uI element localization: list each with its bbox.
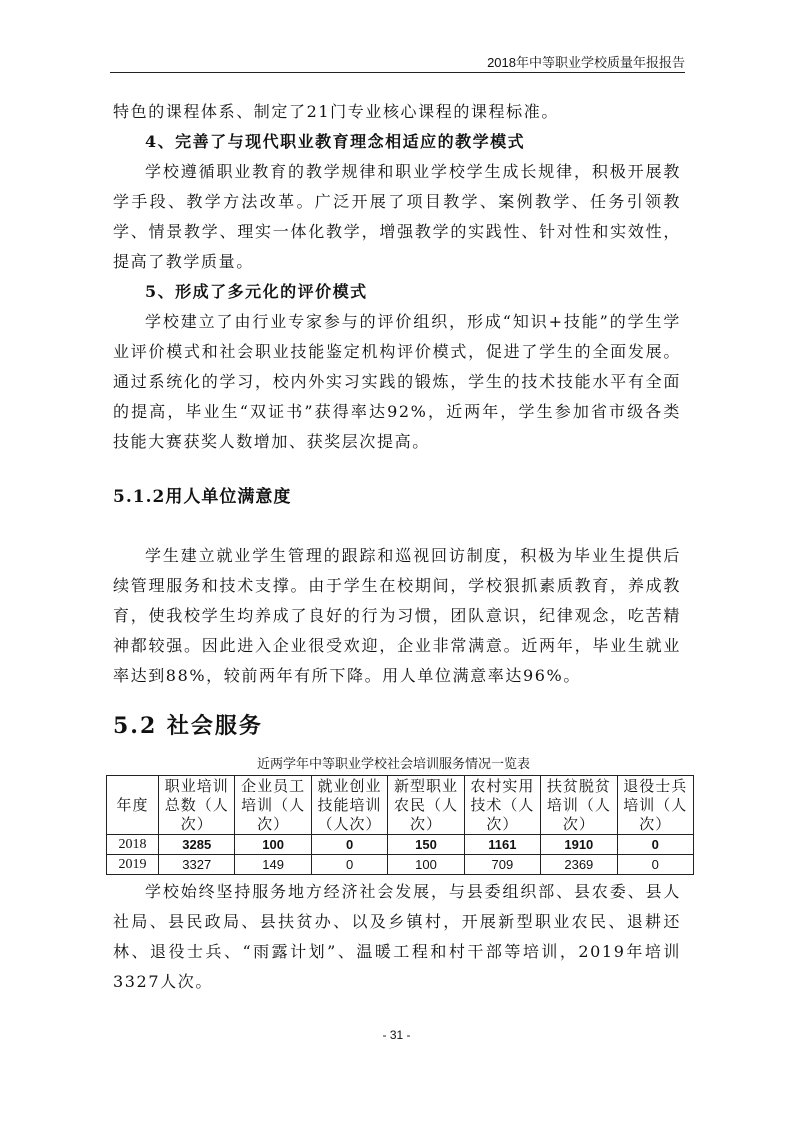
table-caption: 近两学年中等职业学校社会培训服务情况一览表	[256, 756, 530, 771]
table-cell: 150	[388, 835, 464, 855]
section-heading-employer-satisfaction: 5.1.2用人单位满意度	[113, 487, 292, 507]
table-row	[107, 835, 694, 855]
table-cell: 2369	[541, 855, 617, 875]
header-cell-employment: 就业创业技能培训（人次）	[311, 776, 387, 835]
paragraph-evaluation-mode: 学校建立了由行业专家参与的评价组织，形成“知识+技能”的学生学业评价模式和社会职业技能鉴定机构评价模式，促进了学生的全面发展。通过系统化的学习，校内外实习实践的锻炼，学生的技术技能水平有全面的提高，毕业生“双证书”获得率达92%，近两年，学生参加省市级各类技能大赛获奖人数增加、获奖层次提高。	[113, 312, 681, 451]
table-cell: 2019	[107, 855, 159, 875]
table-cell: 100	[388, 855, 464, 875]
table-cell: 0	[311, 835, 387, 855]
table-cell: 1910	[541, 835, 617, 855]
table-row	[107, 855, 694, 875]
header-cell-new-farmers: 新型职业农民（人次）	[388, 776, 464, 835]
header-cell-poverty: 扶贫脱贫培训（人次）	[541, 776, 617, 835]
table-header-row	[107, 776, 694, 835]
table-cell: 3327	[159, 855, 235, 875]
header-cell-rural-tech: 农村实用技术（人次）	[464, 776, 540, 835]
section-heading-social-service: 5.2 社会服务	[113, 713, 263, 739]
paragraph-employer-satisfaction: 学生建立就业学生管理的跟踪和巡视回访制度，积极为毕业生提供后续管理服务和技术支撑。由于学生在校期间，学校狠抓素质教育，养成教育，使我校学生均养成了良好的行为习惯，团队意识，纪律观念，吃苦精神都较强。因此进入企业很受欢迎，企业非常满意。近两年，毕业生就业率达到88%，较前两年有所下降。用人单位满意率达96%。	[113, 546, 681, 685]
table-cell: 100	[235, 835, 311, 855]
table-cell: 709	[464, 855, 540, 875]
page-content	[113, 97, 688, 997]
paragraph-teaching-mode: 学校遵循职业教育的教学规律和职业学校学生成长规律，积极开展教学手段、教学方法改革。广泛开展了项目教学、案例教学、任务引领教学、情景教学、理实一体化教学，增强教学的实践性、针对性和实效性，提高了教学质量。	[113, 162, 681, 271]
header-cell-total: 职业培训总数（人次）	[159, 776, 235, 835]
page-number: - 31 -	[382, 1028, 411, 1042]
header-cell-year: 年度	[107, 776, 159, 835]
table-cell: 2018	[107, 835, 159, 855]
table-cell: 1161	[464, 835, 540, 855]
table-cell: 0	[617, 835, 693, 855]
training-service-table	[106, 775, 694, 875]
header-cell-employee: 企业员工培训（人次）	[235, 776, 311, 835]
subheading-evaluation-mode: 5、形成了多元化的评价模式	[145, 282, 368, 301]
table-cell: 0	[311, 855, 387, 875]
paragraph-continuation: 特色的课程体系、制定了21门专业核心课程的课程标准。	[113, 102, 559, 121]
subheading-teaching-mode: 4、完善了与现代职业教育理念相适应的教学模式	[145, 132, 526, 151]
header-divider	[110, 72, 685, 73]
header-cell-veterans: 退役士兵培训（人次）	[617, 776, 693, 835]
paragraph-social-service: 学校始终坚持服务地方经济社会发展，与县委组织部、县农委、县人社局、县民政局、县扶贫办、以及乡镇村，开展新型职业农民、退耕还林、退役士兵、“雨露计划”、温暖工程和村干部等培训，2019年培训3327人次。	[113, 882, 681, 991]
table-cell: 0	[617, 855, 693, 875]
table-cell: 149	[235, 855, 311, 875]
running-header: 2018年中等职业学校质量年报报告	[487, 55, 685, 70]
table-cell: 3285	[159, 835, 235, 855]
